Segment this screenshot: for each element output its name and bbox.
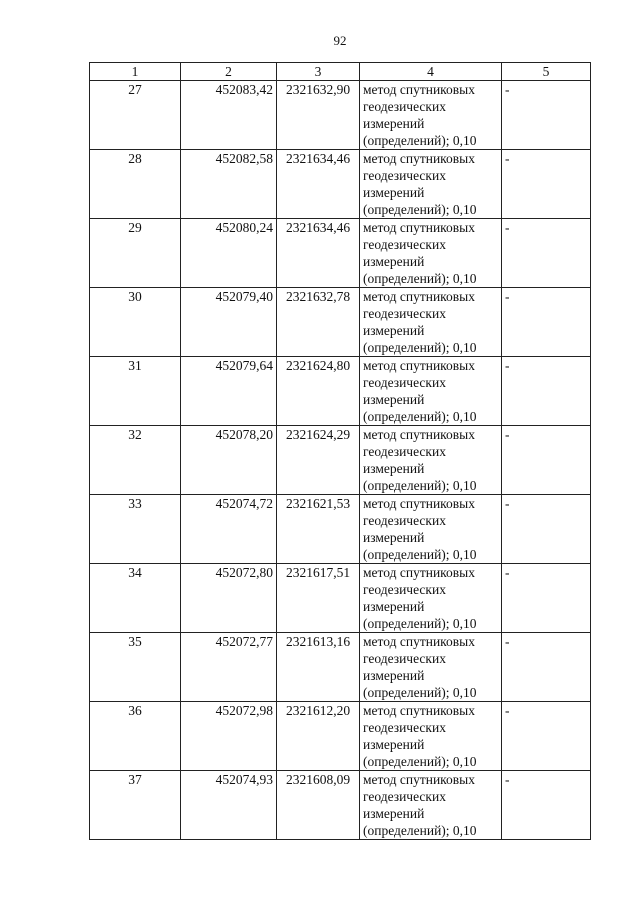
method-line: (определений); 0,10 [363, 340, 477, 355]
table-row [90, 633, 591, 702]
method-line: измерений [363, 323, 425, 338]
note-cell: - [502, 150, 591, 219]
y-coordinate-cell: 2321624,29 [277, 426, 360, 495]
column-header-2: 2 [181, 63, 277, 81]
method-line: (определений); 0,10 [363, 823, 477, 838]
method-line: метод спутниковых [363, 289, 475, 304]
note-cell: - [502, 702, 591, 771]
method-line: измерений [363, 116, 425, 131]
column-header-4: 4 [360, 63, 502, 81]
note-cell: - [502, 219, 591, 288]
method-line: геодезических [363, 582, 446, 597]
x-coordinate-cell: 452074,93 [181, 771, 277, 840]
method-line: (определений); 0,10 [363, 616, 477, 631]
page-number: 92 [333, 33, 347, 48]
column-header-3: 3 [277, 63, 360, 81]
note-cell: - [502, 288, 591, 357]
method-line: метод спутниковых [363, 358, 475, 373]
point-number-cell: 34 [90, 564, 181, 633]
x-coordinate-cell: 452072,98 [181, 702, 277, 771]
method-line: геодезических [363, 444, 446, 459]
method-line: измерений [363, 599, 425, 614]
coordinates-table-body [90, 63, 591, 840]
y-coordinate-cell: 2321617,51 [277, 564, 360, 633]
y-coordinate-cell: 2321634,46 [277, 219, 360, 288]
method-line: измерений [363, 392, 425, 407]
method-line: метод спутниковых [363, 151, 475, 166]
method-line: геодезических [363, 789, 446, 804]
method-cell [360, 771, 502, 840]
method-line: метод спутниковых [363, 634, 475, 649]
table-row [90, 150, 591, 219]
method-cell [360, 81, 502, 150]
method-line: (определений); 0,10 [363, 133, 477, 148]
note-cell: - [502, 564, 591, 633]
x-coordinate-cell: 452078,20 [181, 426, 277, 495]
method-line: измерений [363, 185, 425, 200]
note-cell: - [502, 633, 591, 702]
method-line: измерений [363, 530, 425, 545]
method-line: геодезических [363, 168, 446, 183]
x-coordinate-cell: 452080,24 [181, 219, 277, 288]
method-line: геодезических [363, 513, 446, 528]
table-row [90, 702, 591, 771]
method-line: метод спутниковых [363, 565, 475, 580]
table-row [90, 426, 591, 495]
note-cell: - [502, 81, 591, 150]
method-cell [360, 219, 502, 288]
method-line: геодезических [363, 720, 446, 735]
table-row [90, 357, 591, 426]
method-cell [360, 150, 502, 219]
method-line: (определений); 0,10 [363, 202, 477, 217]
point-number-cell: 35 [90, 633, 181, 702]
table-row [90, 219, 591, 288]
coordinates-table [89, 62, 591, 840]
x-coordinate-cell: 452083,42 [181, 81, 277, 150]
method-line: (определений); 0,10 [363, 409, 477, 424]
y-coordinate-cell: 2321612,20 [277, 702, 360, 771]
method-cell [360, 495, 502, 564]
table-row [90, 81, 591, 150]
table-row [90, 288, 591, 357]
column-header-1: 1 [90, 63, 181, 81]
y-coordinate-cell: 2321634,46 [277, 150, 360, 219]
method-line: геодезических [363, 237, 446, 252]
method-line: (определений); 0,10 [363, 685, 477, 700]
method-line: геодезических [363, 651, 446, 666]
method-cell [360, 357, 502, 426]
point-number-cell: 33 [90, 495, 181, 564]
note-cell: - [502, 495, 591, 564]
x-coordinate-cell: 452082,58 [181, 150, 277, 219]
method-line: измерений [363, 254, 425, 269]
method-line: геодезических [363, 375, 446, 390]
note-cell: - [502, 426, 591, 495]
method-cell [360, 702, 502, 771]
method-cell [360, 426, 502, 495]
x-coordinate-cell: 452072,77 [181, 633, 277, 702]
y-coordinate-cell: 2321613,16 [277, 633, 360, 702]
method-cell [360, 564, 502, 633]
method-line: измерений [363, 737, 425, 752]
method-line: метод спутниковых [363, 703, 475, 718]
table-row [90, 564, 591, 633]
x-coordinate-cell: 452074,72 [181, 495, 277, 564]
table-row [90, 771, 591, 840]
method-cell [360, 633, 502, 702]
y-coordinate-cell: 2321621,53 [277, 495, 360, 564]
point-number-cell: 32 [90, 426, 181, 495]
x-coordinate-cell: 452079,40 [181, 288, 277, 357]
method-line: измерений [363, 668, 425, 683]
table-row [90, 495, 591, 564]
x-coordinate-cell: 452072,80 [181, 564, 277, 633]
point-number-cell: 36 [90, 702, 181, 771]
method-line: (определений); 0,10 [363, 271, 477, 286]
method-line: геодезических [363, 99, 446, 114]
point-number-cell: 29 [90, 219, 181, 288]
point-number-cell: 30 [90, 288, 181, 357]
method-line: измерений [363, 806, 425, 821]
method-line: геодезических [363, 306, 446, 321]
method-line: (определений); 0,10 [363, 754, 477, 769]
y-coordinate-cell: 2321632,78 [277, 288, 360, 357]
method-line: измерений [363, 461, 425, 476]
point-number-cell: 37 [90, 771, 181, 840]
method-line: метод спутниковых [363, 220, 475, 235]
note-cell: - [502, 771, 591, 840]
table-header-row [90, 63, 591, 81]
method-line: (определений); 0,10 [363, 547, 477, 562]
y-coordinate-cell: 2321608,09 [277, 771, 360, 840]
method-line: метод спутниковых [363, 427, 475, 442]
method-line: метод спутниковых [363, 772, 475, 787]
point-number-cell: 31 [90, 357, 181, 426]
method-cell [360, 288, 502, 357]
method-line: метод спутниковых [363, 82, 475, 97]
method-line: метод спутниковых [363, 496, 475, 511]
point-number-cell: 27 [90, 81, 181, 150]
y-coordinate-cell: 2321624,80 [277, 357, 360, 426]
y-coordinate-cell: 2321632,90 [277, 81, 360, 150]
point-number-cell: 28 [90, 150, 181, 219]
x-coordinate-cell: 452079,64 [181, 357, 277, 426]
method-line: (определений); 0,10 [363, 478, 477, 493]
column-header-5: 5 [502, 63, 591, 81]
note-cell: - [502, 357, 591, 426]
